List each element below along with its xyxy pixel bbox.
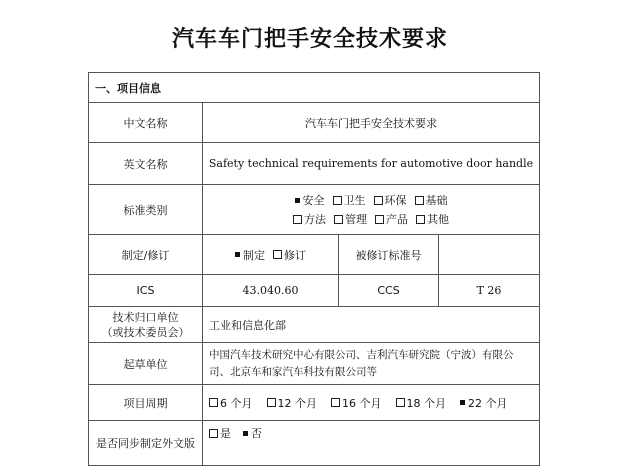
category-options (203, 185, 539, 234)
revise-options (203, 235, 339, 274)
category-option[interactable] (415, 192, 448, 208)
drafter-value (203, 343, 539, 384)
foreign-option-no[interactable] (243, 425, 262, 441)
ics-value: 43.040.60 (203, 275, 339, 306)
period-option-label: 22 个月 (468, 396, 508, 410)
category-option-label: 方法 (304, 213, 326, 226)
revise-option-establish-label: 制定 (243, 248, 265, 262)
checkbox-icon (375, 215, 384, 224)
drafter-label: 起草单位 (89, 343, 203, 384)
section-heading: 一、项目信息 (95, 81, 161, 95)
responsible-unit-label-line2: （或技术委员会） (101, 325, 190, 339)
responsible-unit-value: 工业和信息化部 (209, 318, 286, 332)
category-option[interactable] (333, 192, 366, 208)
category-option-label: 基础 (425, 194, 448, 207)
period-label: 项目周期 (89, 385, 203, 420)
category-options-line1 (295, 192, 448, 208)
checkbox-icon (267, 398, 276, 407)
category-option[interactable] (374, 192, 407, 208)
checked-marker-icon (243, 431, 248, 436)
responsible-unit-row (89, 307, 539, 343)
category-option-label: 卫生 (343, 194, 366, 207)
chinese-name-value: 汽车车门把手安全技术要求 (305, 116, 437, 130)
checkbox-icon (396, 398, 405, 407)
checkbox-icon (293, 215, 302, 224)
category-option[interactable] (334, 211, 367, 227)
revise-label: 制定/修订 (89, 235, 203, 274)
checkbox-icon (415, 196, 424, 205)
section-header-row (89, 73, 539, 103)
checkbox-icon (209, 429, 218, 438)
period-option[interactable] (267, 395, 318, 411)
foreign-option-no-label: 否 (251, 427, 262, 440)
foreign-option-yes-label: 是 (220, 427, 231, 440)
category-option[interactable] (295, 192, 325, 208)
period-option-label: 6 个月 (220, 396, 253, 410)
english-name-value: Safety technical requirements for automotive door handle (208, 157, 534, 170)
drafter-value-line1: 中国汽车技术研究中心有限公司、吉利汽车研究院（宁波）有限公 (209, 348, 514, 361)
checkbox-icon (333, 196, 342, 205)
category-option[interactable] (416, 211, 449, 227)
period-option-label: 18 个月 (406, 396, 446, 410)
period-options (203, 385, 539, 420)
drafter-value-line2: 司、北京车和家汽车科技有限公司等 (209, 365, 377, 378)
foreign-version-label: 是否同步制定外文版 (89, 421, 203, 465)
responsible-unit-label-line1: 技术归口单位 (112, 310, 179, 324)
checkbox-icon (334, 215, 343, 224)
category-label: 标准类别 (89, 185, 203, 234)
checked-marker-icon (235, 252, 240, 257)
foreign-version-row (89, 421, 539, 465)
chinese-name-label: 中文名称 (89, 103, 203, 142)
foreign-version-options (203, 421, 539, 465)
category-option-label: 产品 (386, 213, 408, 226)
revised-standard-label: 被修订标准号 (339, 235, 439, 274)
project-info-table (88, 72, 540, 466)
english-name-row (89, 143, 539, 185)
ics-label: ICS (89, 275, 203, 306)
period-option-label: 12 个月 (277, 396, 317, 410)
english-name-label: 英文名称 (89, 143, 203, 184)
ccs-label: CCS (339, 275, 439, 306)
category-row (89, 185, 539, 235)
drafter-row (89, 343, 539, 385)
category-option-label: 其他 (427, 213, 449, 226)
foreign-option-yes[interactable] (209, 425, 231, 441)
checkbox-icon (374, 196, 383, 205)
revise-option-establish[interactable] (235, 247, 265, 263)
checkbox-icon (416, 215, 425, 224)
period-option[interactable] (396, 395, 447, 411)
period-option[interactable] (209, 395, 253, 411)
revised-standard-value (439, 235, 539, 274)
checked-marker-icon (460, 400, 465, 405)
checkbox-icon (273, 250, 282, 259)
category-options-line2 (293, 211, 449, 227)
category-option-label: 环保 (384, 194, 407, 207)
checked-marker-icon (295, 198, 300, 203)
period-row (89, 385, 539, 421)
category-option-label: 安全 (302, 194, 325, 207)
period-option[interactable] (331, 395, 382, 411)
ccs-value: T 26 (476, 284, 502, 297)
period-option-label: 16 个月 (342, 396, 382, 410)
period-option[interactable] (460, 395, 508, 411)
category-option[interactable] (375, 211, 408, 227)
category-option-label: 管理 (345, 213, 367, 226)
revise-row (89, 235, 539, 275)
revise-option-revise-label: 修订 (284, 248, 306, 262)
checkbox-icon (209, 398, 218, 407)
checkbox-icon (331, 398, 340, 407)
chinese-name-row (89, 103, 539, 143)
category-option[interactable] (293, 211, 326, 227)
responsible-unit-label (89, 307, 203, 342)
ics-row (89, 275, 539, 307)
document-title: 汽车车门把手安全技术要求 (171, 27, 448, 52)
revise-option-revise[interactable] (273, 247, 306, 263)
